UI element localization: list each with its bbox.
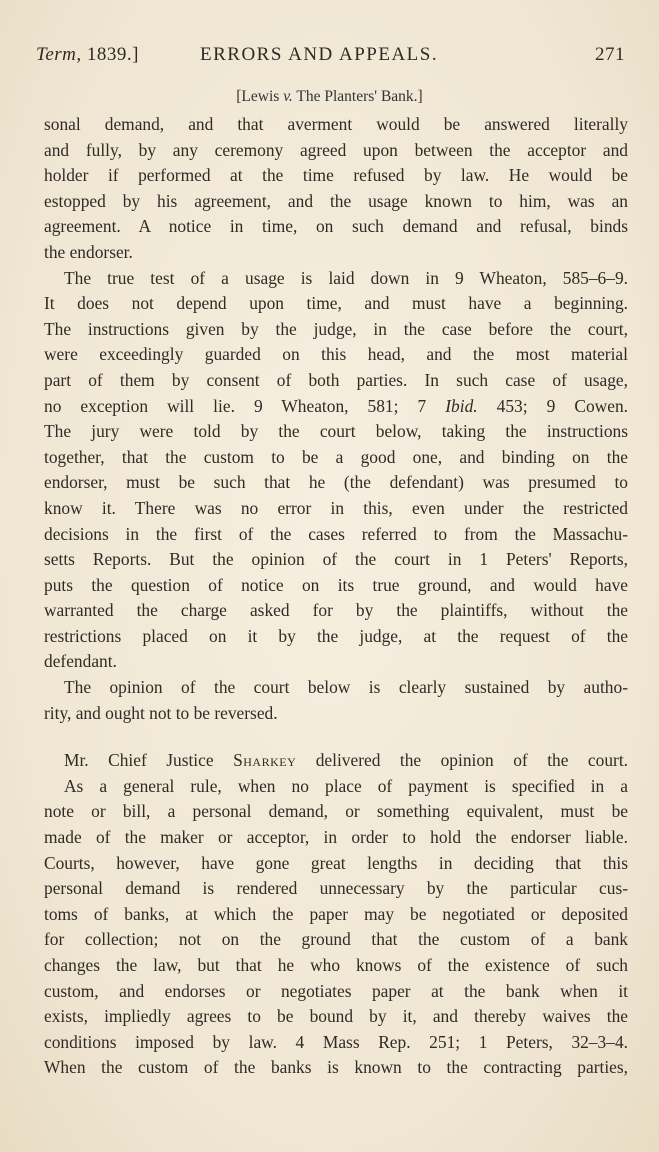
text-line: the endorser. [44,241,133,262]
text-line: The jury were told by the court below, taking the instructions [44,421,628,442]
text-line: sonal demand, and that averment would be answered literally [44,114,628,134]
text-line: defendant. [44,651,117,672]
text-line: and fully, by any ceremony agreed upon between the acceptor and [44,139,628,160]
body-text [44,112,628,1081]
text-line-citation [44,394,628,420]
case-caption [0,88,659,106]
text-line: It does not depend upon time, and must have a beginning. [44,293,628,314]
text-line: toms of banks, at which the paper may be negotiated or deposited [44,903,628,924]
text-line: together, that the custom to be a good one, and binding on the [44,446,628,467]
text-line: exists, impliedly agrees to be bound by it, and thereby waives the [44,1006,628,1027]
text-line: The opinion of the court below is clearly sustained by autho- [64,677,628,698]
text-line: setts Reports. But the opinion of the court in 1 Peters' Reports, [44,549,628,570]
justice-name: Sharkey [233,750,297,771]
section-gap [44,726,628,748]
caption-rest: The Planters' Bank.] [292,88,423,105]
text-line: decisions in the first of the cases referred to from the Massachu- [44,523,628,544]
page-number: 271 [595,44,625,65]
text-line: changes the law, but that he who knows of the existence of such [44,955,628,975]
text-line: puts the question of notice on its true ground, and would have [44,574,628,595]
caption-v: v. [283,88,293,105]
text-line: know it. There was no error in this, even under the restricted [44,497,628,518]
text-line: estopped by his agreement, and the usage known to him, was an [44,190,628,211]
text-line: for collection; not on the ground that the custom of a bank [44,929,628,950]
text-line: made of the maker or acceptor, in order to hold the endorser liable. [44,827,628,848]
term-year: 1839.] [86,44,139,65]
caption-open: [Lewis [236,88,284,105]
citation-ibid: Ibid. [445,395,478,416]
text-line: endorser, must be such that he (the defendant) was presumed to [44,472,628,493]
text-line: custom, and endorses or negotiates paper at the bank when it [44,980,628,1001]
text-line: When the custom of the banks is known to the contracting parties, [44,1057,628,1078]
header-term [36,44,139,66]
running-header [36,44,625,74]
opinion-attribution [44,748,628,774]
text-line: rity, and ought not to be reversed. [44,702,278,723]
term-label: Term, [36,44,82,65]
text-line: were exceedingly guarded on this head, and the most material [44,344,628,365]
text-line: The instructions given by the judge, in the case before the court, [44,318,628,339]
citation-post: 453; 9 Cowen. [477,395,628,416]
text-line: holder if performed at the time refused by law. He would be [44,165,628,186]
text-line: Courts, however, have gone great lengths in deciding that this [44,852,628,873]
text-line: note or bill, a personal demand, or something equivalent, must be [44,801,628,822]
text-line: As a general rule, when no place of payment is specified in a [64,775,628,796]
text-line: restrictions placed on it by the judge, at the request of the [44,625,628,646]
text-line: personal demand is rendered unnecessary by the particular cus- [44,878,628,899]
text-line: The true test of a usage is laid down in 9 Wheaton, 585–6–9. [64,267,628,288]
text-line: conditions imposed by law. 4 Mass Rep. 251; 1 Peters, 32–3–4. [44,1031,628,1052]
text-line: agreement. A notice in time, on such demand and refusal, binds [44,216,628,237]
text-line: warranted the charge asked for by the plaintiffs, without the [44,600,628,621]
attribution-pre: Mr. Chief Justice [64,750,234,771]
text-line: part of them by consent of both parties. In such case of usage, [44,369,628,390]
section-title: ERRORS AND APPEALS. [200,44,439,65]
citation-pre: no exception will lie. 9 Wheaton, 581; 7 [44,395,446,416]
attribution-post: delivered the opinion of the court. [296,750,629,771]
